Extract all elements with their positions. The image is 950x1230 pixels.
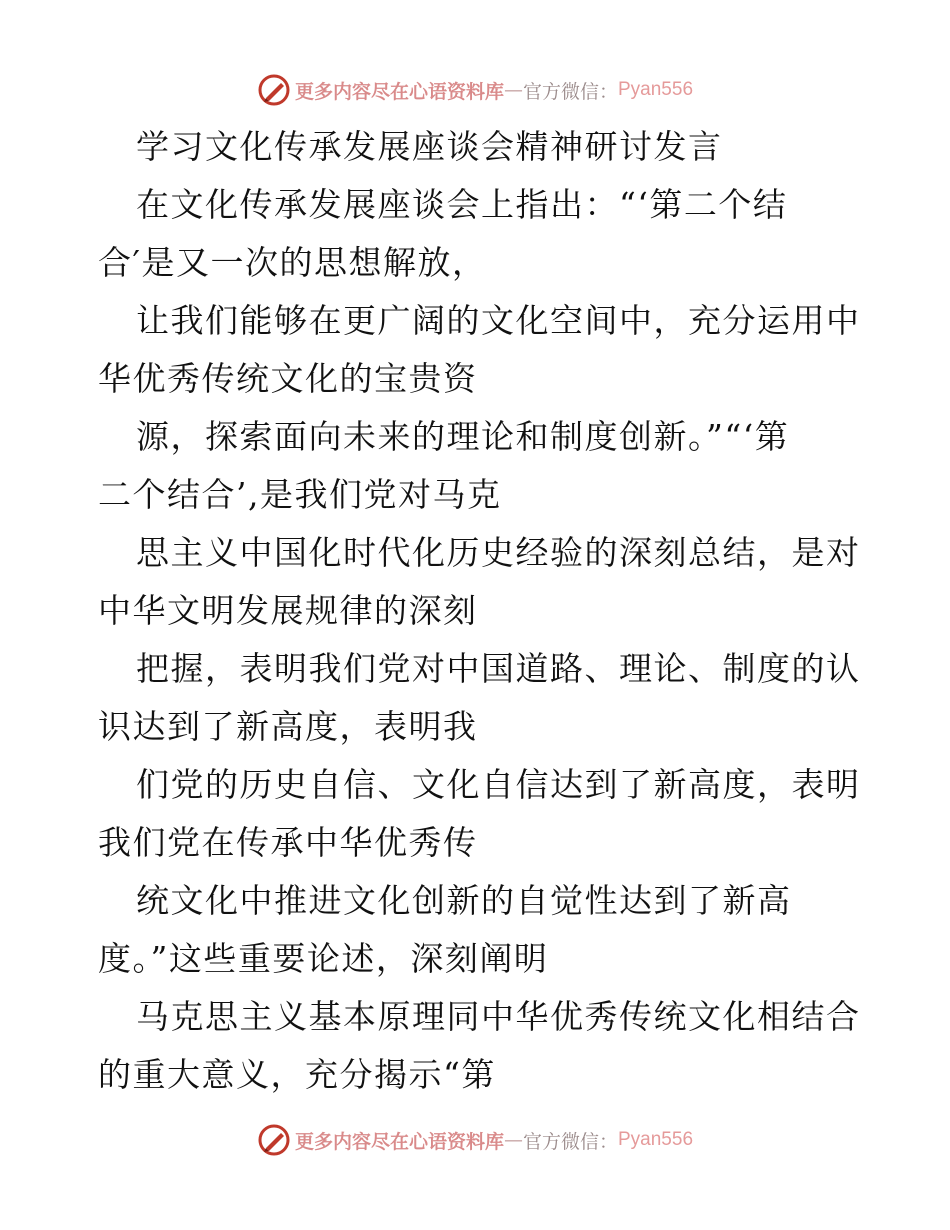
pen-logo-icon: [257, 73, 291, 107]
paragraph-line: 在文化传承发展座谈会上指出：“‘第二个结: [136, 185, 788, 224]
watermark-wechat-id: Pyan556: [618, 1129, 694, 1150]
footer-watermark: [0, 1120, 950, 1160]
paragraph-line: 合′是又一次的思想解放，: [98, 243, 487, 282]
paragraph-line: 统文化中推进文化创新的自觉性达到了新高: [136, 881, 792, 920]
paragraph-line: 中华文明发展规律的深刻: [98, 591, 478, 630]
header-watermark: [0, 70, 950, 110]
paragraph-line: 们党的历史自信、文化自信达到了新高度，表明: [136, 765, 861, 804]
paragraph-line: 思主义中国化时代化历史经验的深刻总结，是对: [136, 533, 861, 572]
paragraph-line: 二个结合’,是我们党对马克: [98, 475, 502, 514]
watermark-main-text: 更多内容尽在心语资料库: [294, 1130, 504, 1153]
watermark-separator: —: [503, 1129, 523, 1151]
watermark-wechat-id: Pyan556: [618, 79, 694, 100]
document-body: [98, 118, 861, 1104]
paragraph-line: 让我们能够在更广阔的文化空间中，充分运用中: [136, 301, 861, 340]
paragraph-line: 我们党在传承中华优秀传: [98, 823, 478, 862]
watermark-official-label: 官方微信：: [522, 80, 618, 103]
paragraph-line: 马克思主义基本原理同中华优秀传统文化相结合: [136, 997, 861, 1036]
watermark-official-label: 官方微信：: [522, 1130, 618, 1153]
pen-logo-icon: [257, 1123, 291, 1157]
paragraph-line: 把握，表明我们党对中国道路、理论、制度的认: [136, 649, 861, 688]
paragraph-line: 的重大意义，充分揭示“第: [98, 1055, 496, 1094]
paragraph-line: 华优秀传统文化的宝贵资: [98, 359, 478, 398]
watermark-main-text: 更多内容尽在心语资料库: [294, 80, 504, 103]
document-title: 学习文化传承发展座谈会精神研讨发言: [136, 127, 723, 166]
watermark-separator: —: [503, 79, 523, 101]
paragraph-line: 识达到了新高度，表明我: [98, 707, 478, 746]
paragraph-line: 源，探索面向未来的理论和制度创新。”“‘第: [136, 417, 790, 456]
paragraph-line: 度。”这些重要论述，深刻阐明: [98, 939, 549, 978]
